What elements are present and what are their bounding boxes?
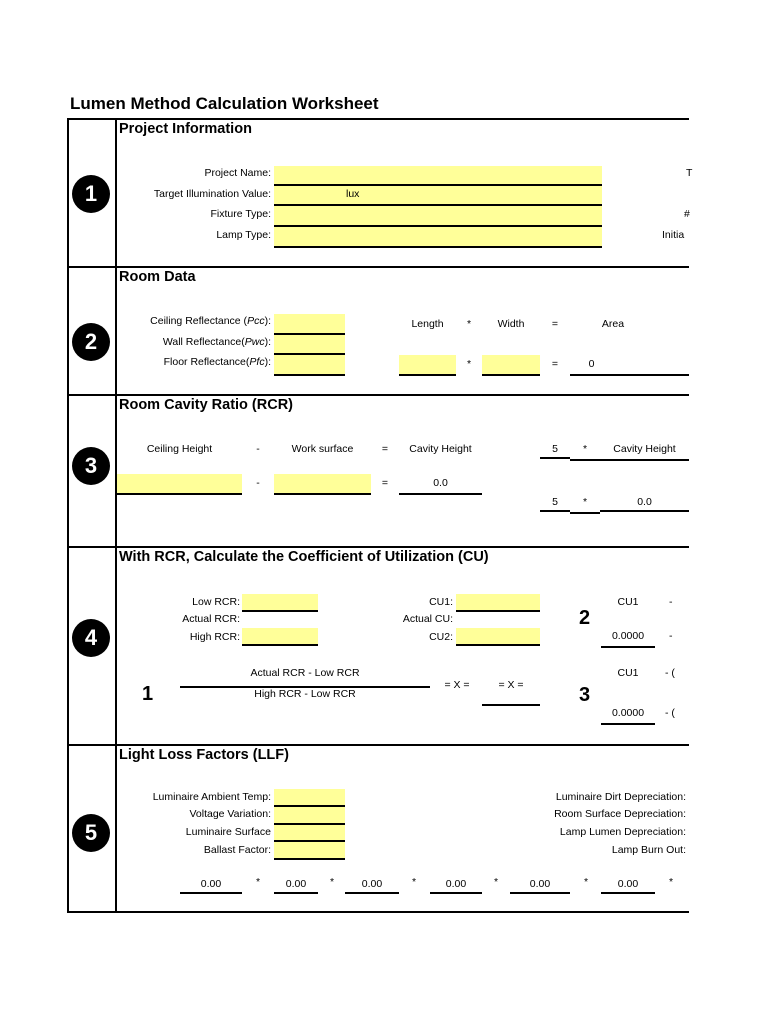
room-surface-depreciation-label: Room Surface Depreciation: — [554, 808, 686, 820]
cu1-term: CU1 — [617, 596, 639, 608]
times-sign: * — [493, 876, 499, 888]
ceiling-reflectance-input[interactable] — [274, 314, 345, 335]
section-4-number: 4 — [72, 619, 110, 657]
voltage-variation-label: Voltage Variation: — [189, 808, 271, 820]
minus-sign: - — [256, 477, 260, 489]
voltage-variation-input[interactable] — [274, 807, 345, 825]
equals-sign: = — [551, 318, 559, 330]
area-value: 0 — [570, 358, 689, 376]
worksheet-title: Lumen Method Calculation Worksheet — [70, 94, 379, 113]
ceiling-reflectance-label: Ceiling Reflectance (Pcc): — [150, 315, 271, 327]
section-3-heading: Room Cavity Ratio (RCR) — [119, 397, 294, 413]
minus-sign: - — [256, 443, 260, 455]
section-1-number: 1 — [72, 175, 110, 213]
floor-reflectance-label: Floor Reflectance(Pfc): — [163, 356, 271, 368]
times-sign: * — [668, 876, 674, 888]
ballast-factor-input[interactable] — [274, 842, 345, 860]
wall-reflectance-input[interactable] — [274, 335, 345, 355]
actual-rcr-label: Actual RCR: — [182, 613, 240, 625]
minus-paren: - ( — [665, 667, 675, 679]
cu1-label: CU1: — [429, 596, 453, 608]
minus-sign: - — [669, 630, 673, 642]
llf-product-value: 0.00 — [601, 878, 655, 894]
luminaire-surface-label: Luminaire Surface — [185, 826, 271, 838]
llf-product-value: 0.00 — [430, 878, 482, 894]
llf-product-value: 0.00 — [510, 878, 570, 894]
cu1-input[interactable] — [456, 594, 540, 612]
five-constant: 5 — [540, 443, 570, 459]
target-illumination-label: Target Illumination Value: — [153, 188, 271, 200]
floor-reflectance-input[interactable] — [274, 355, 345, 376]
llf-product-value: 0.00 — [180, 878, 242, 894]
section-divider — [67, 394, 689, 396]
section-divider — [67, 546, 689, 548]
fixture-type-label: Fixture Type: — [210, 208, 271, 220]
equals-x-sign: = X = — [498, 679, 524, 691]
five-constant: 5 — [540, 496, 570, 512]
equals-sign: = — [381, 477, 389, 489]
cavity-height-label: Cavity Height — [409, 443, 472, 455]
equals-sign: = — [381, 443, 389, 455]
cavity-height-label: Cavity Height — [600, 443, 689, 461]
lamp-lumen-depreciation-label: Lamp Lumen Depreciation: — [559, 826, 686, 838]
step-3-marker: 3 — [579, 684, 591, 706]
fraction-numerator: Actual RCR - Low RCR — [250, 667, 360, 679]
length-input[interactable] — [399, 355, 456, 376]
cu1-term: CU1 — [617, 667, 639, 679]
equals-sign: = — [551, 358, 559, 370]
times-sign: * — [570, 443, 600, 461]
dirt-depreciation-label: Luminaire Dirt Depreciation: — [555, 791, 686, 803]
area-label: Area — [601, 318, 625, 330]
fixture-type-input[interactable] — [274, 206, 602, 227]
section-5-number: 5 — [72, 814, 110, 852]
project-name-label: Project Name: — [204, 167, 271, 179]
times-sign: * — [329, 876, 335, 888]
luminaire-surface-input[interactable] — [274, 825, 345, 842]
ceiling-height-input[interactable] — [117, 474, 242, 495]
cut-off-label: # — [684, 208, 690, 220]
width-label: Width — [497, 318, 525, 330]
llf-product-value: 0.00 — [274, 878, 318, 894]
number-column-divider — [115, 118, 117, 913]
cu2-input[interactable] — [456, 628, 540, 646]
low-rcr-label: Low RCR: — [192, 596, 240, 608]
cavity-height-value: 0.0 — [399, 477, 482, 495]
actual-cu-result: 0.0000 — [601, 707, 655, 725]
ambient-temp-input[interactable] — [274, 789, 345, 807]
cavity-height-value: 0.0 — [600, 496, 689, 512]
ballast-factor-label: Ballast Factor: — [203, 844, 271, 856]
section-3-number: 3 — [72, 447, 110, 485]
actual-cu-label: Actual CU: — [402, 613, 453, 625]
minus-paren: - ( — [665, 707, 675, 719]
times-sign: * — [466, 358, 472, 370]
ceiling-height-label: Ceiling Height — [146, 443, 213, 455]
interpolated-value: 0.0000 — [601, 630, 655, 648]
fraction-denominator: High RCR - Low RCR — [254, 688, 356, 700]
length-label: Length — [411, 318, 444, 330]
section-divider — [67, 744, 689, 746]
width-input[interactable] — [482, 355, 540, 376]
target-illumination-input[interactable] — [274, 186, 602, 206]
cut-off-label: Initia — [662, 229, 685, 241]
section-4-heading: With RCR, Calculate the Coefficient of Utilization (CU) — [119, 549, 489, 565]
equals-x-sign: = X = — [444, 679, 470, 691]
high-rcr-label: High RCR: — [189, 631, 240, 643]
step-1-marker: 1 — [142, 683, 154, 705]
llf-product-value: 0.00 — [345, 878, 399, 894]
work-surface-input[interactable] — [274, 474, 371, 495]
project-name-input[interactable] — [274, 166, 602, 186]
section-2-heading: Room Data — [119, 269, 196, 285]
section-5-heading: Light Loss Factors (LLF) — [119, 747, 289, 763]
times-sign: * — [411, 876, 417, 888]
low-rcr-input[interactable] — [242, 594, 318, 612]
minus-sign: - — [669, 596, 673, 608]
step-2-marker: 2 — [579, 607, 591, 629]
lamp-type-input[interactable] — [274, 227, 602, 248]
times-sign: * — [255, 876, 261, 888]
times-sign: * — [583, 876, 589, 888]
fraction-result — [482, 688, 540, 706]
lamp-burn-out-label: Lamp Burn Out: — [611, 844, 686, 856]
section-2-number: 2 — [72, 323, 110, 361]
cu2-label: CU2: — [429, 631, 453, 643]
high-rcr-input[interactable] — [242, 628, 318, 646]
section-divider — [67, 266, 689, 268]
ambient-temp-label: Luminaire Ambient Temp: — [152, 791, 271, 803]
times-sign: * — [466, 318, 472, 330]
cut-off-label: T — [686, 167, 693, 179]
section-1-heading: Project Information — [119, 121, 252, 137]
wall-reflectance-label: Wall Reflectance(Pwc): — [162, 336, 271, 348]
work-surface-label: Work surface — [291, 443, 354, 455]
lamp-type-label: Lamp Type: — [216, 229, 271, 241]
times-sign: * — [570, 496, 600, 514]
lux-unit: lux — [346, 188, 360, 200]
